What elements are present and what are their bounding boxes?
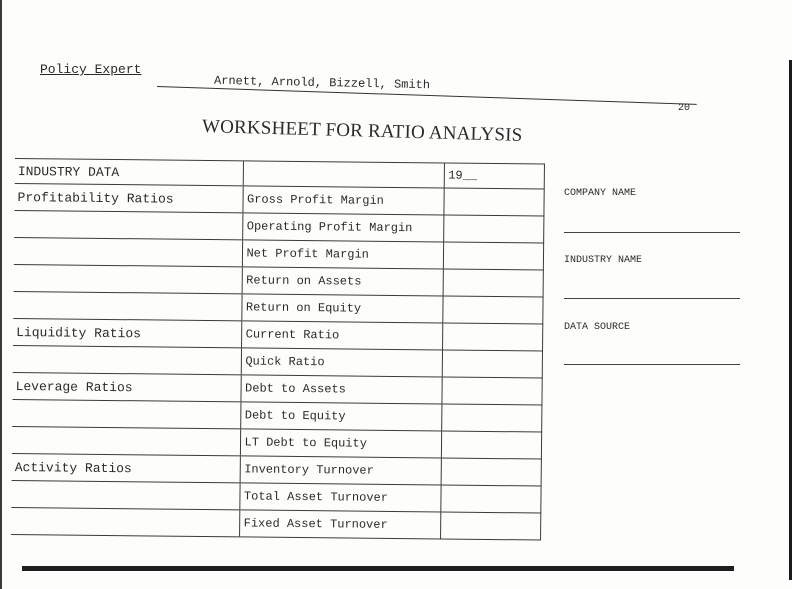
ratio-name-cell: Operating Profit Margin — [243, 213, 444, 242]
ratio-table — [11, 158, 545, 541]
ratio-name-cell: Current Ratio — [242, 321, 443, 350]
company-name-label: COMPANY NAME — [564, 188, 637, 199]
value-cell[interactable] — [444, 242, 544, 270]
ratio-name-cell: Debt to Equity — [241, 402, 442, 431]
category-cell: Activity Ratios — [12, 453, 241, 482]
year-header-cell — [445, 163, 545, 189]
ratio-name-cell: Return on Assets — [243, 267, 444, 296]
value-cell[interactable] — [442, 377, 542, 405]
industry-name-field[interactable] — [564, 298, 740, 299]
value-cell[interactable] — [441, 512, 541, 540]
value-cell[interactable] — [442, 404, 542, 432]
category-cell — [11, 507, 240, 536]
value-cell[interactable] — [443, 323, 543, 351]
ratio-name-cell: Debt to Assets — [241, 375, 442, 404]
ratio-name-cell: Inventory Turnover — [241, 456, 442, 485]
category-cell — [13, 345, 242, 374]
policy-label: Policy Expert — [40, 62, 142, 77]
category-cell: Leverage Ratios — [12, 372, 241, 401]
category-cell — [11, 480, 240, 509]
category-cell — [12, 399, 241, 428]
category-cell — [14, 237, 243, 266]
ratio-name-cell: Net Profit Margin — [243, 240, 444, 269]
ratio-name-cell: LT Debt to Equity — [241, 429, 442, 458]
category-cell — [14, 210, 243, 239]
category-cell: Profitability Ratios — [14, 183, 243, 212]
value-cell[interactable] — [444, 215, 544, 243]
industry-data-label: INDUSTRY DATA — [15, 158, 244, 185]
value-cell[interactable] — [442, 458, 542, 486]
page-title: WORKSHEET FOR RATIO ANALYSIS — [201, 116, 523, 146]
category-cell: Liquidity Ratios — [13, 318, 242, 347]
value-cell[interactable] — [441, 485, 541, 513]
ratio-name-cell: Gross Profit Margin — [243, 186, 444, 215]
data-source-field[interactable] — [564, 364, 740, 365]
data-source-label: DATA SOURCE — [564, 322, 631, 333]
category-cell — [14, 264, 243, 293]
value-cell[interactable] — [443, 296, 543, 324]
category-cell — [12, 426, 241, 455]
category-cell — [13, 291, 242, 320]
value-cell[interactable] — [443, 269, 543, 297]
scan-bottom-bar — [22, 566, 734, 571]
company-name-field[interactable] — [564, 232, 740, 233]
value-cell[interactable] — [443, 350, 543, 378]
ratio-name-cell: Fixed Asset Turnover — [240, 510, 441, 539]
industry-name-label: INDUSTRY NAME — [564, 255, 643, 266]
table-row — [11, 507, 541, 540]
ratio-name-cell: Return on Equity — [242, 294, 443, 323]
value-cell[interactable] — [442, 431, 542, 459]
authors-line: Arnett, Arnold, Bizzell, Smith — [213, 73, 431, 93]
ratio-header-cell — [244, 161, 445, 188]
ratio-name-cell: Quick Ratio — [242, 348, 443, 377]
ratio-name-cell: Total Asset Turnover — [240, 483, 441, 512]
year-label: 19__ — [448, 168, 478, 183]
year-suffix: 20 — [678, 103, 691, 114]
value-cell[interactable] — [444, 188, 544, 216]
